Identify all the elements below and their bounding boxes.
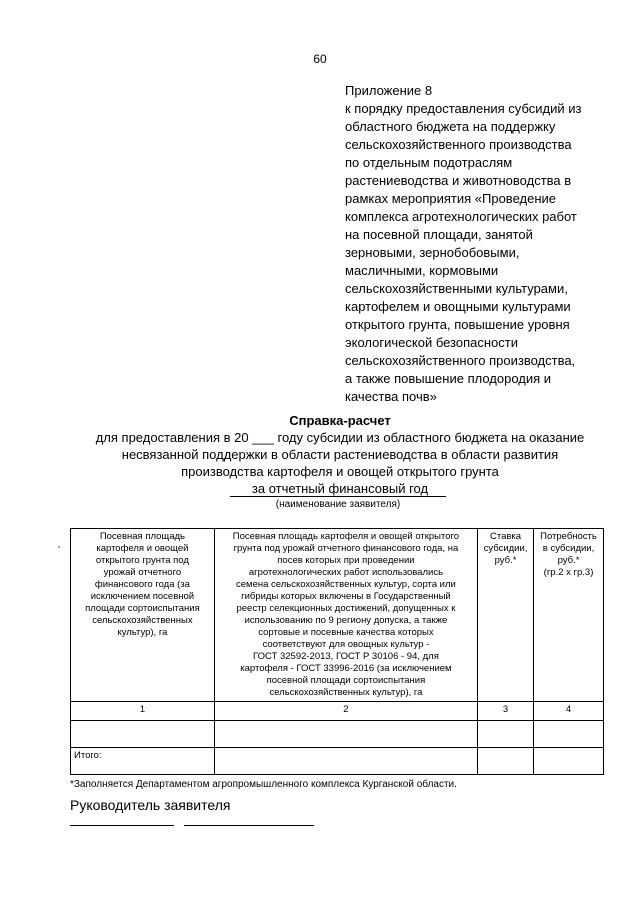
table-row bbox=[71, 721, 604, 748]
header-line: сельскохозяйственных bbox=[92, 615, 193, 626]
column-number: 2 bbox=[214, 702, 477, 721]
header-line: картофеля и овощей bbox=[96, 543, 189, 554]
signature-line bbox=[70, 825, 174, 826]
column-number-row bbox=[71, 702, 604, 721]
document-subtitle bbox=[60, 429, 620, 497]
header-cell-3 bbox=[478, 529, 534, 702]
document-heading bbox=[60, 412, 620, 497]
heading-line: несвязанной поддержки в области растениеводства в области развития bbox=[121, 447, 559, 462]
appendix-line: областного бюджета на поддержку bbox=[345, 119, 556, 134]
header-line: посевной площади сортоиспытания bbox=[266, 675, 426, 686]
header-line: посев которых при проведении bbox=[277, 555, 415, 566]
header-line: грунта под урожай отчетного финансового года, на bbox=[233, 543, 459, 554]
header-line: сельскохозяйственных культур), га bbox=[269, 687, 423, 698]
table-cell[interactable] bbox=[534, 748, 604, 775]
header-line: Ставка bbox=[489, 531, 522, 542]
header-line: агротехнологических работ использовались bbox=[248, 567, 444, 578]
table-cell[interactable] bbox=[478, 748, 534, 775]
header-line: соответствуют для овощных культур - bbox=[262, 639, 430, 650]
header-line: реестр селекционных достижений, допущенных к bbox=[236, 603, 456, 614]
header-line: субсидии, bbox=[483, 543, 528, 554]
header-line: гибриды которых включены в Государственный bbox=[241, 591, 451, 602]
table-cell[interactable] bbox=[534, 721, 604, 748]
appendix-line: масличными, кормовыми bbox=[345, 263, 499, 278]
page-number: 60 bbox=[313, 52, 327, 66]
appendix-line: качества почв» bbox=[345, 389, 437, 404]
heading-line: за отчетный финансовый год bbox=[251, 481, 429, 496]
column-number: 4 bbox=[534, 702, 604, 721]
header-line: использованию по 9 региону допуска, а также bbox=[244, 615, 448, 626]
column-number: 1 bbox=[71, 702, 215, 721]
header-line: ГОСТ 32592-2013, ГОСТ Р 30106 - 94, для bbox=[252, 651, 439, 662]
appendix-block bbox=[345, 82, 615, 406]
appendix-line: открытого грунта, повышение уровня bbox=[345, 317, 570, 332]
header-line: руб.* bbox=[557, 555, 580, 566]
header-cell-4 bbox=[534, 529, 604, 702]
table-header-row bbox=[71, 529, 604, 702]
appendix-line: сельскохозяйственного производства, bbox=[345, 353, 576, 368]
appendix-line: зерновыми, зернобобовыми, bbox=[345, 245, 520, 260]
appendix-line: на посевной площади, занятой bbox=[345, 227, 533, 242]
appendix-line: к порядку предоставления субсидий из bbox=[345, 101, 582, 116]
heading-line: производства картофеля и овощей открытого грунта bbox=[181, 464, 499, 479]
header-line: (гр.2 х гр.3) bbox=[543, 567, 594, 578]
header-line: картофеля - ГОСТ 33996-2016 (за исключением bbox=[240, 663, 452, 674]
header-line: Посевная площадь bbox=[99, 531, 185, 542]
header-line: сортовые и посевные качества которых bbox=[258, 627, 434, 638]
appendix-line: комплекса агротехнологических работ bbox=[345, 209, 577, 224]
header-cell-2 bbox=[214, 529, 477, 702]
header-line: урожай отчетного bbox=[103, 567, 182, 578]
header-line: площади сортоиспытания bbox=[85, 603, 200, 614]
table-cell[interactable] bbox=[71, 721, 215, 748]
header-line: финансового года (за bbox=[94, 579, 190, 590]
appendix-line: а также повышение плодородия и bbox=[345, 371, 552, 386]
header-line: семена сельскохозяйственных культур, сорта или bbox=[236, 579, 456, 590]
signature-label: Руководитель заявителя bbox=[70, 797, 231, 813]
appendix-line: экологической безопасности bbox=[345, 335, 518, 350]
appendix-line: сельскохозяйственного производства bbox=[345, 137, 572, 152]
calculation-table bbox=[70, 528, 604, 775]
margin-mark: · bbox=[57, 539, 61, 553]
table-cell[interactable] bbox=[214, 721, 477, 748]
name-line bbox=[184, 825, 314, 826]
header-line: в субсидии, bbox=[542, 543, 595, 554]
table-cell[interactable] bbox=[478, 721, 534, 748]
footnote: *Заполняется Департаментом агропромышленного комплекса Курганской области. bbox=[70, 779, 457, 790]
appendix-line: по отдельным подотраслям bbox=[345, 155, 513, 170]
header-line: исключением посевной bbox=[90, 591, 195, 602]
appendix-title: Приложение 8 bbox=[345, 83, 433, 98]
header-cell-1 bbox=[71, 529, 215, 702]
applicant-name-caption: (наименование заявителя) bbox=[230, 496, 446, 510]
appendix-line: рамках мероприятия «Проведение bbox=[345, 191, 557, 206]
appendix-text bbox=[345, 100, 615, 406]
column-number: 3 bbox=[478, 702, 534, 721]
header-line: открытого грунта под bbox=[95, 555, 189, 566]
header-line: Посевная площадь картофеля и овощей открытого bbox=[232, 531, 460, 542]
header-line: руб.* bbox=[494, 555, 517, 566]
header-line: Потребность bbox=[540, 531, 597, 542]
total-label: Итого: bbox=[71, 748, 215, 775]
appendix-line: картофелем и овощными культурами bbox=[345, 299, 571, 314]
appendix-line: растениеводства и животноводства в bbox=[345, 173, 572, 188]
header-line: культур), га bbox=[117, 627, 168, 638]
table-cell[interactable] bbox=[214, 748, 477, 775]
heading-line: для предоставления в 20 ___ году субсидии из областного бюджета на оказание bbox=[95, 430, 585, 445]
appendix-line: сельскохозяйственными культурами, bbox=[345, 281, 568, 296]
document-title: Справка-расчет bbox=[289, 413, 391, 428]
total-row bbox=[71, 748, 604, 775]
